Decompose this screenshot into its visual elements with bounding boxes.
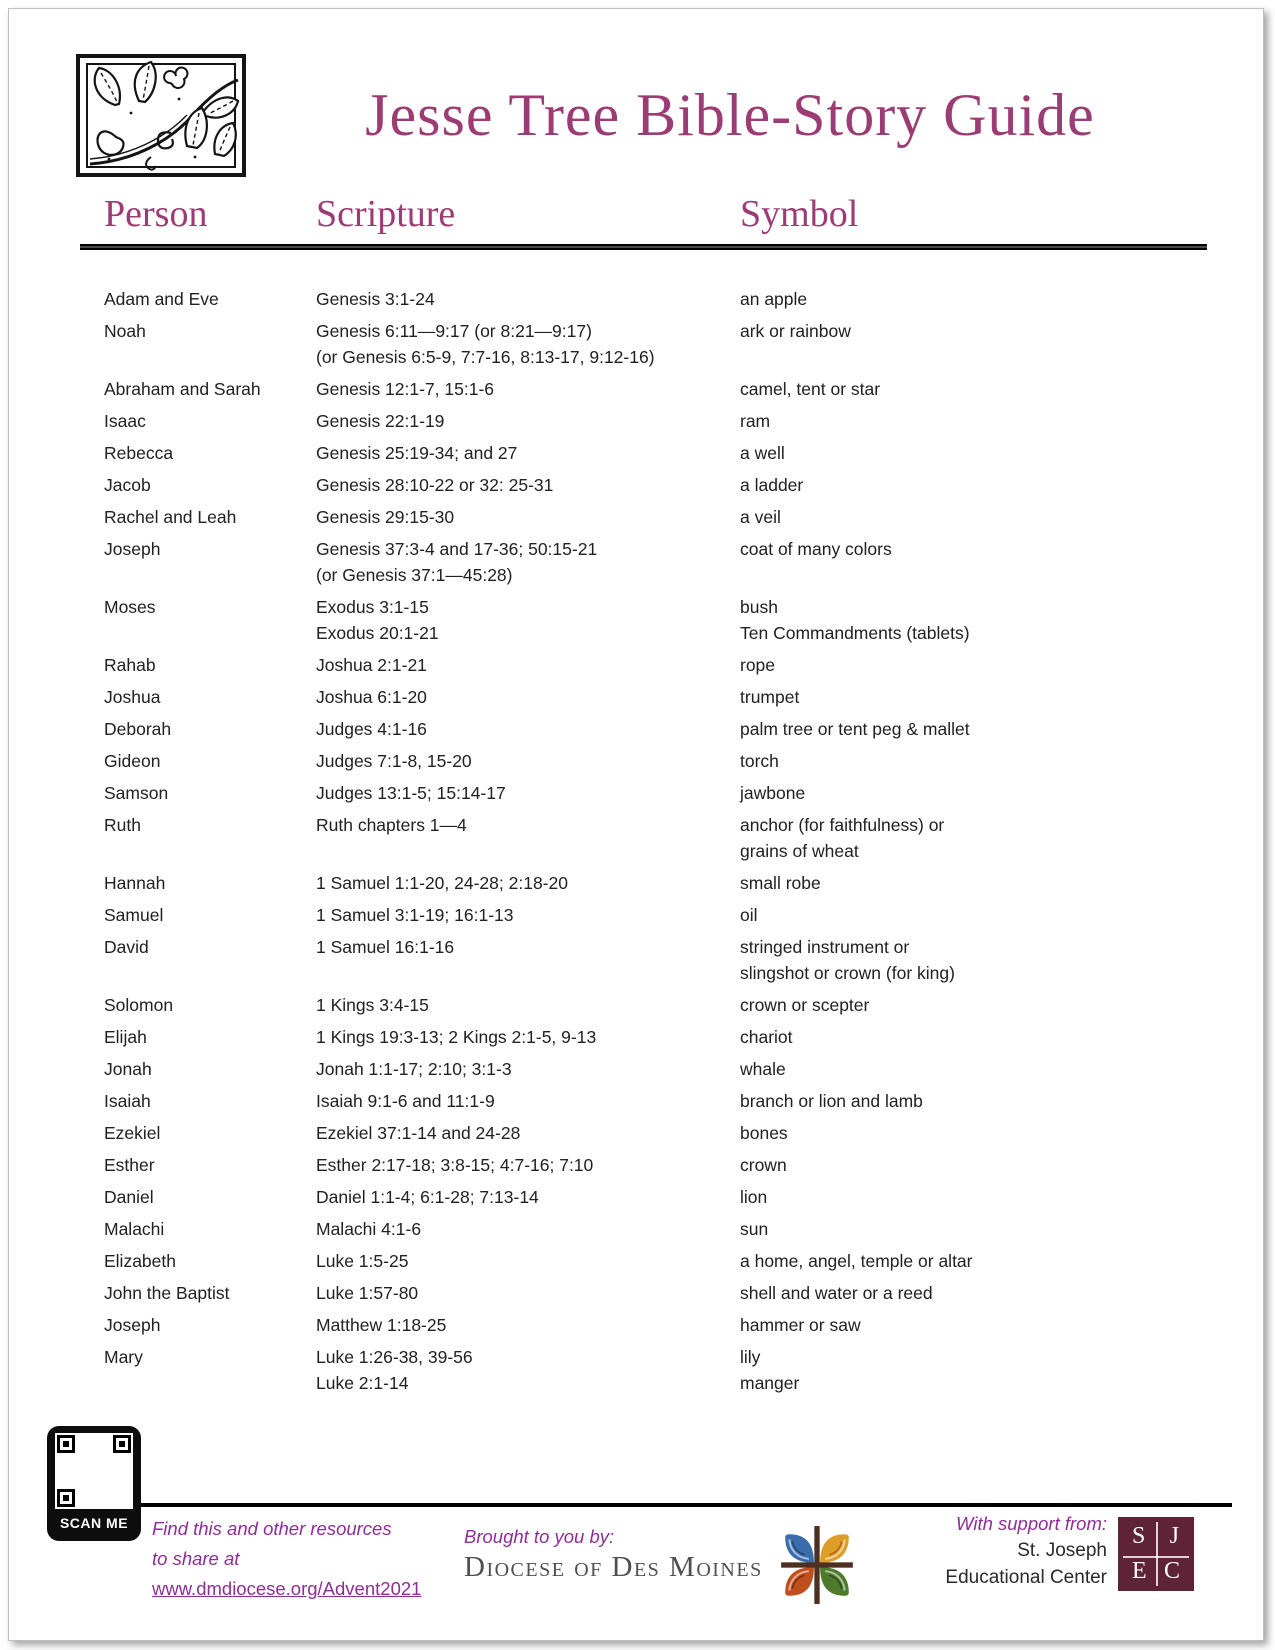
symbol-cell [740, 812, 1207, 864]
scripture-line: Luke 1:5-25 [316, 1251, 409, 1271]
find-resources-line1: Find this and other resources [152, 1518, 392, 1539]
table-row [104, 504, 1207, 530]
qr-pattern [55, 1433, 133, 1509]
symbol-cell [740, 376, 1207, 402]
scripture-line: Isaiah 9:1-6 and 11:1-9 [316, 1091, 495, 1111]
table-row [104, 594, 1207, 646]
person-line: Daniel [104, 1187, 154, 1207]
woodcut-leaf-ornament [75, 53, 247, 178]
symbol-cell [740, 1024, 1207, 1050]
scripture-line: Judges 13:1-5; 15:14-17 [316, 783, 506, 803]
person-cell [104, 1184, 316, 1210]
person-cell [104, 652, 316, 678]
footer-resources [152, 1514, 421, 1604]
symbol-line: coat of many colors [740, 539, 892, 559]
scripture-line: 1 Samuel 16:1-16 [316, 937, 455, 957]
column-header-person: Person [104, 193, 208, 235]
person-line: Rebecca [104, 443, 174, 463]
scripture-cell [316, 594, 740, 646]
scripture-cell [316, 652, 740, 678]
sjec-letter-s: S [1132, 1523, 1146, 1549]
scripture-cell [316, 992, 740, 1018]
scripture-line: Genesis 37:3-4 and 17-36; 50:15-21 [316, 539, 598, 559]
scripture-line: 1 Kings 19:3-13; 2 Kings 2:1-5, 9-13 [316, 1027, 597, 1047]
table-row [104, 684, 1207, 710]
symbol-line: a veil [740, 507, 781, 527]
symbol-line: anchor (for faithfulness) or [740, 815, 945, 835]
table-row [104, 652, 1207, 678]
scripture-line: Exodus 20:1-21 [316, 623, 439, 643]
scripture-line: Genesis 3:1-24 [316, 289, 435, 309]
symbol-cell [740, 286, 1207, 312]
footer-brought-by [464, 1525, 763, 1585]
with-support-from-label: With support from: [956, 1513, 1107, 1534]
symbol-line: torch [740, 751, 779, 771]
person-cell [104, 1312, 316, 1338]
person-line: Solomon [104, 995, 174, 1015]
person-cell [104, 1248, 316, 1274]
column-headers [9, 178, 1263, 236]
scripture-line: Genesis 25:19-34; and 27 [316, 443, 518, 463]
masthead [9, 9, 1263, 178]
sjec-letter-j: J [1169, 1523, 1179, 1549]
scripture-line: Matthew 1:18-25 [316, 1315, 447, 1335]
person-line: Noah [104, 321, 146, 341]
symbol-line: grains of wheat [740, 841, 859, 861]
table-row [104, 1024, 1207, 1050]
person-cell [104, 1088, 316, 1114]
symbol-cell [740, 716, 1207, 742]
scripture-cell [316, 1280, 740, 1306]
scripture-line: 1 Kings 3:4-15 [316, 995, 429, 1015]
person-cell [104, 1280, 316, 1306]
scripture-cell [316, 1312, 740, 1338]
person-line: Ezekiel [104, 1123, 161, 1143]
scripture-cell [316, 472, 740, 498]
symbol-cell [740, 472, 1207, 498]
person-line: Jacob [104, 475, 151, 495]
symbol-line: crown [740, 1155, 787, 1175]
table-row [104, 1312, 1207, 1338]
symbol-line: hammer or saw [740, 1315, 861, 1335]
table-row [104, 934, 1207, 986]
symbol-line: ark or rainbow [740, 321, 851, 341]
column-header-symbol: Symbol [740, 193, 859, 235]
symbol-cell [740, 536, 1207, 588]
symbol-line: rope [740, 655, 776, 675]
scripture-cell [316, 408, 740, 434]
scripture-cell [316, 748, 740, 774]
table-row [104, 716, 1207, 742]
scripture-line: Genesis 12:1-7, 15:1-6 [316, 379, 495, 399]
symbol-cell [740, 1056, 1207, 1082]
symbol-line: palm tree or tent peg & mallet [740, 719, 970, 739]
scripture-line: (or Genesis 37:1—45:28) [316, 565, 513, 585]
person-line: Rahab [104, 655, 156, 675]
footer-divider [140, 1503, 1232, 1507]
person-line: Joshua [104, 687, 161, 707]
symbol-cell [740, 1184, 1207, 1210]
symbol-line: branch or lion and lamb [740, 1091, 923, 1111]
symbol-line: an apple [740, 289, 808, 309]
scripture-line: Genesis 22:1-19 [316, 411, 445, 431]
qr-finder-icon [113, 1435, 131, 1453]
symbol-line: lily [740, 1347, 761, 1367]
symbol-cell [740, 594, 1207, 646]
scripture-cell [316, 870, 740, 896]
table-row [104, 1280, 1207, 1306]
person-line: Elijah [104, 1027, 147, 1047]
scripture-line: Esther 2:17-18; 3:8-15; 4:7-16; 7:10 [316, 1155, 594, 1175]
scripture-cell [316, 1344, 740, 1396]
symbol-cell [740, 1120, 1207, 1146]
symbol-line: bones [740, 1123, 788, 1143]
person-cell [104, 1024, 316, 1050]
table-row [104, 1056, 1207, 1082]
table-row [104, 1088, 1207, 1114]
scripture-line: 1 Samuel 3:1-19; 16:1-13 [316, 905, 514, 925]
qr-code [47, 1426, 141, 1541]
sjec-logo-icon [1118, 1517, 1194, 1591]
scripture-cell [316, 1024, 740, 1050]
scripture-line: Exodus 3:1-15 [316, 597, 429, 617]
symbol-line: jawbone [740, 783, 806, 803]
table-row [104, 286, 1207, 312]
support-org-line1: St. Joseph [1017, 1540, 1107, 1561]
qr-finder-icon [57, 1489, 75, 1507]
scripture-cell [316, 812, 740, 864]
person-cell [104, 684, 316, 710]
table-row [104, 1248, 1207, 1274]
symbol-line: sun [740, 1219, 769, 1239]
table-row [104, 870, 1207, 896]
person-line: Esther [104, 1155, 155, 1175]
support-org-line2: Educational Center [945, 1567, 1107, 1588]
symbol-cell [740, 440, 1207, 466]
symbol-line: a ladder [740, 475, 804, 495]
person-line: Rachel and Leah [104, 507, 237, 527]
scripture-line: Judges 4:1-16 [316, 719, 427, 739]
person-cell [104, 1120, 316, 1146]
table-row [104, 1344, 1207, 1396]
bible-story-table [9, 250, 1263, 1396]
symbol-line: shell and water or a reed [740, 1283, 933, 1303]
column-header-scripture: Scripture [316, 193, 456, 235]
person-cell [104, 992, 316, 1018]
scripture-line: Luke 2:1-14 [316, 1373, 409, 1393]
symbol-cell [740, 504, 1207, 530]
scripture-cell [316, 1088, 740, 1114]
scripture-line: Joshua 2:1-21 [316, 655, 427, 675]
symbol-cell [740, 1152, 1207, 1178]
scripture-cell [316, 684, 740, 710]
symbol-cell [740, 652, 1207, 678]
symbol-line: ram [740, 411, 771, 431]
scripture-cell [316, 902, 740, 928]
person-line: Adam and Eve [104, 289, 219, 309]
scripture-line: Genesis 6:11—9:17 (or 8:21—9:17) [316, 321, 592, 341]
document-page [8, 8, 1264, 1641]
scripture-cell [316, 716, 740, 742]
symbol-line: crown or scepter [740, 995, 870, 1015]
symbol-line: slingshot or crown (for king) [740, 963, 955, 983]
person-cell [104, 1344, 316, 1396]
symbol-cell [740, 408, 1207, 434]
person-line: Elizabeth [104, 1251, 176, 1271]
table-row [104, 408, 1207, 434]
symbol-line: bush [740, 597, 778, 617]
scripture-line: Genesis 28:10-22 or 32: 25-31 [316, 475, 554, 495]
person-cell [104, 1056, 316, 1082]
symbol-line: stringed instrument or [740, 937, 910, 957]
person-cell [104, 748, 316, 774]
scripture-cell [316, 440, 740, 466]
person-line: Mary [104, 1347, 143, 1367]
brought-to-you-by-label: Brought to you by: [464, 1526, 615, 1547]
person-cell [104, 536, 316, 588]
symbol-cell [740, 1312, 1207, 1338]
scripture-cell [316, 1056, 740, 1082]
table-row [104, 780, 1207, 806]
scripture-line: Jonah 1:1-17; 2:10; 3:1-3 [316, 1059, 512, 1079]
scripture-cell [316, 536, 740, 588]
person-line: Samson [104, 783, 169, 803]
table-row [104, 376, 1207, 402]
scripture-cell [316, 286, 740, 312]
table-row [104, 748, 1207, 774]
person-line: Joseph [104, 539, 161, 559]
symbol-cell [740, 870, 1207, 896]
person-line: Hannah [104, 873, 166, 893]
person-cell [104, 286, 316, 312]
scripture-cell [316, 1120, 740, 1146]
symbol-line: chariot [740, 1027, 793, 1047]
symbol-cell [740, 748, 1207, 774]
symbol-cell [740, 1088, 1207, 1114]
symbol-cell [740, 992, 1207, 1018]
symbol-cell [740, 934, 1207, 986]
person-line: Moses [104, 597, 156, 617]
symbol-line: a home, angel, temple or altar [740, 1251, 973, 1271]
scripture-line: Genesis 29:15-30 [316, 507, 455, 527]
table-row [104, 1120, 1207, 1146]
person-line: Joseph [104, 1315, 161, 1335]
person-line: Isaiah [104, 1091, 151, 1111]
scripture-cell [316, 934, 740, 986]
symbol-line: oil [740, 905, 758, 925]
person-line: Deborah [104, 719, 172, 739]
person-cell [104, 472, 316, 498]
table-row [104, 1184, 1207, 1210]
person-line: Malachi [104, 1219, 165, 1239]
person-cell [104, 594, 316, 646]
person-cell [104, 934, 316, 986]
person-cell [104, 812, 316, 864]
symbol-cell [740, 684, 1207, 710]
scripture-cell [316, 1184, 740, 1210]
scripture-cell [316, 1152, 740, 1178]
person-cell [104, 1216, 316, 1242]
diocese-name: Diocese of Des Moines [464, 1551, 763, 1583]
person-line: Gideon [104, 751, 161, 771]
symbol-cell [740, 1216, 1207, 1242]
person-line: David [104, 937, 149, 957]
person-cell [104, 716, 316, 742]
person-line: Jonah [104, 1059, 152, 1079]
advent-link[interactable]: www.dmdiocese.org/Advent2021 [152, 1578, 422, 1599]
table-row [104, 536, 1207, 588]
person-cell [104, 408, 316, 434]
table-row [104, 318, 1207, 370]
scripture-line: Luke 1:57-80 [316, 1283, 419, 1303]
symbol-line: a well [740, 443, 785, 463]
person-cell [104, 870, 316, 896]
scripture-cell [316, 504, 740, 530]
scripture-cell [316, 1216, 740, 1242]
person-cell [104, 440, 316, 466]
symbol-line: lion [740, 1187, 768, 1207]
diocese-cross-leaves-logo-icon [779, 1525, 855, 1605]
scripture-line: Malachi 4:1-6 [316, 1219, 422, 1239]
scripture-line: Ezekiel 37:1-14 and 24-28 [316, 1123, 521, 1143]
table-row [104, 472, 1207, 498]
sjec-letter-c: C [1163, 1558, 1180, 1584]
sjec-letter-e: E [1132, 1558, 1147, 1584]
scripture-cell [316, 376, 740, 402]
symbol-line: trumpet [740, 687, 800, 707]
table-row [104, 812, 1207, 864]
symbol-line: Ten Commandments (tablets) [740, 623, 970, 643]
scripture-line: Ruth chapters 1—4 [316, 815, 467, 835]
find-resources-line2: to share at [152, 1548, 240, 1569]
scripture-cell [316, 318, 740, 370]
symbol-cell [740, 1280, 1207, 1306]
scripture-line: Luke 1:26-38, 39-56 [316, 1347, 473, 1367]
person-cell [104, 376, 316, 402]
scripture-line: Joshua 6:1-20 [316, 687, 427, 707]
table-row [104, 992, 1207, 1018]
table-row [104, 902, 1207, 928]
person-cell [104, 504, 316, 530]
person-cell [104, 1152, 316, 1178]
scripture-line: Judges 7:1-8, 15-20 [316, 751, 472, 771]
scripture-cell [316, 780, 740, 806]
scripture-line: Daniel 1:1-4; 6:1-28; 7:13-14 [316, 1187, 539, 1207]
table-row [104, 1152, 1207, 1178]
footer-support [867, 1511, 1107, 1591]
person-line: Samuel [104, 905, 164, 925]
scripture-line: 1 Samuel 1:1-20, 24-28; 2:18-20 [316, 873, 568, 893]
symbol-cell [740, 1248, 1207, 1274]
person-cell [104, 902, 316, 928]
table-row [104, 440, 1207, 466]
symbol-line: small robe [740, 873, 821, 893]
qr-scan-me-label: SCAN ME [59, 1515, 129, 1531]
symbol-line: whale [740, 1059, 786, 1079]
person-cell [104, 780, 316, 806]
person-line: Abraham and Sarah [104, 379, 261, 399]
person-cell [104, 318, 316, 370]
person-line: John the Baptist [104, 1283, 230, 1303]
symbol-cell [740, 318, 1207, 370]
symbol-line: camel, tent or star [740, 379, 881, 399]
person-line: Isaac [104, 411, 146, 431]
qr-finder-icon [57, 1435, 75, 1453]
symbol-cell [740, 780, 1207, 806]
table-row [104, 1216, 1207, 1242]
person-line: Ruth [104, 815, 141, 835]
symbol-line: manger [740, 1373, 800, 1393]
symbol-cell [740, 902, 1207, 928]
scripture-cell [316, 1248, 740, 1274]
page-title: Jesse Tree Bible-Story Guide [365, 82, 1095, 148]
symbol-cell [740, 1344, 1207, 1396]
scripture-line: (or Genesis 6:5-9, 7:7-16, 8:13-17, 9:12-16) [316, 347, 655, 367]
